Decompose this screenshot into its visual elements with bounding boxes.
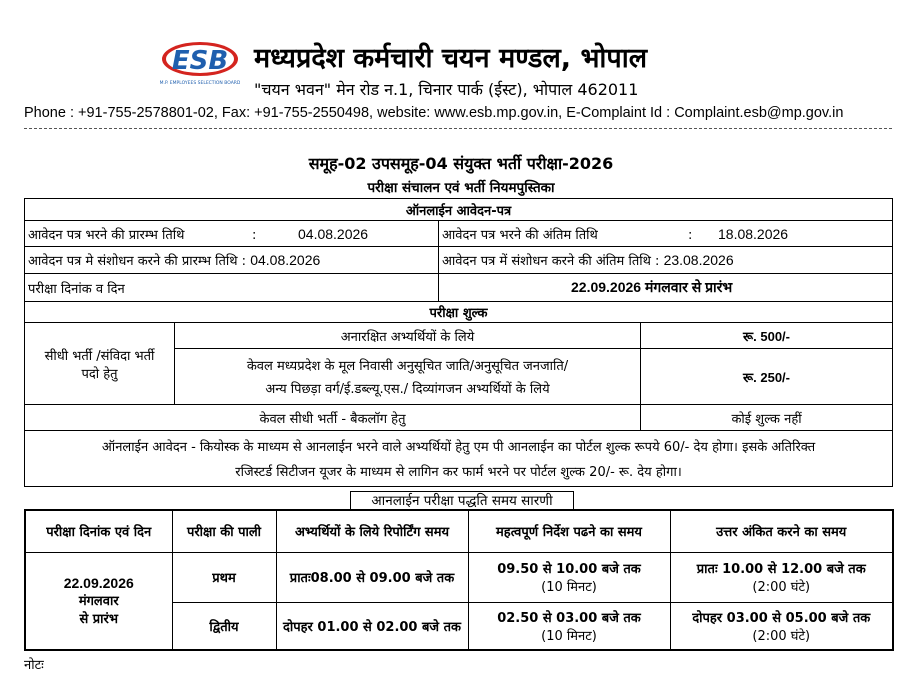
schedule-day: मंगलवार (78, 593, 119, 609)
schedule-header-date: परीक्षा दिनांक एवं दिन (25, 510, 172, 552)
fee-reserved-amount: रू. 250/- (641, 349, 893, 405)
schedule-reporting-2: दोपहर 01.00 से 02.00 बजे तक (276, 602, 468, 650)
footer-partial-text: नोटः (24, 658, 44, 673)
fee-reserved-label (175, 349, 641, 405)
portal-fee-note-line2: रजिस्टर्ड सिटीजन यूजर के माध्यम से लागिन कर फार्म भरने पर पोर्टल शुल्क 20/- रू. देय होगा। (235, 465, 682, 480)
schedule-shift-2: द्वितीय (172, 602, 276, 650)
portal-fee-note-line1: ऑनलाईन आवेदन - कियोस्क के माध्यम से आनलाईन भरने वाले अभ्यर्थियों हेतु एम पी आनलाईन का पोर्टल शुल्क रूपये 60/- देय होगा। इसके अतिरिक्त (101, 440, 816, 455)
contact-line: Phone : +91-755-2578801-02, Fax: +91-755-2550498, website: www.esb.mp.gov.in, E-Complaint Id : Complaint.esb@mp.gov.in (24, 105, 844, 121)
org-title: मध्यप्रदेश कर्मचारी चयन मण्डल, भोपाल (254, 43, 648, 74)
fees-section-title: परीक्षा शुल्क (25, 302, 893, 323)
fee-backlog-label: केवल सीधी भर्ती - बैकलॉग हेतु (25, 405, 641, 431)
schedule-answer-2 (670, 602, 893, 650)
org-address: "चयन भवन" मेन रोड न.1, चिनार पार्क (ईस्ट), भोपाल 462011 (254, 80, 639, 99)
end-date-cell (439, 221, 893, 247)
schedule-instructions-1 (468, 552, 670, 602)
logo-tagline: M.P. EMPLOYEES SELECTION BOARD (160, 81, 240, 86)
schedule-start-note: से प्रारंभ (79, 611, 119, 627)
schedule-table (24, 509, 894, 651)
start-date-sep: : (252, 227, 257, 243)
portal-fee-note (25, 431, 893, 487)
edit-end-cell (439, 247, 893, 274)
exam-date-label: परीक्षा दिनांक व दिन (25, 274, 439, 302)
logo-text: ESB (171, 46, 229, 76)
fee-general-label: अनारक्षित अभ्यर्थियों के लिये (175, 323, 641, 349)
schedule-date-cell (25, 552, 172, 650)
exam-subtitle: परीक्षा संचालन एवं भर्ती नियमपुस्तिका (367, 180, 555, 196)
edit-end-label: आवेदन पत्र में संशोधन करने की अंतिम तिथि : (442, 254, 660, 269)
schedule-answer-time-2: दोपहर 03.00 से 05.00 बजे तक (692, 610, 871, 626)
edit-end-value: 23.08.2026 (663, 252, 734, 268)
schedule-header-reporting: अभ्यर्थियों के लिये रिपोर्टिंग समय (276, 510, 468, 552)
schedule-instructions-2 (468, 602, 670, 650)
end-date-label: आवेदन पत्र भरने की अंतिम तिथि (442, 227, 598, 243)
schedule-answer-duration-2: (2:00 घंटे) (752, 628, 811, 644)
start-date-value: 04.08.2026 (298, 225, 369, 242)
fee-general-amount: रू. 500/- (641, 323, 893, 349)
exam-date-value-cell (439, 274, 893, 302)
fee-reserved-line2: अन्य पिछड़ा वर्ग/ई.डब्ल्यू.एस./ दिव्यांगजन अभ्यर्थियों के लिये (265, 382, 550, 397)
schedule-header-shift: परीक्षा की पाली (172, 510, 276, 552)
schedule-instructions-duration-2: (10 मिनट) (541, 628, 597, 644)
esb-logo (160, 40, 240, 88)
schedule-instructions-time-2: 02.50 से 03.00 बजे तक (497, 610, 641, 626)
end-date-sep: : (688, 227, 693, 243)
end-date-value: 18.08.2026 (718, 225, 789, 242)
schedule-instructions-duration-1: (10 मिनट) (541, 580, 597, 595)
start-date-label: आवेदन पत्र भरने की प्रारम्भ तिथि (28, 227, 185, 243)
schedule-answer-1 (670, 552, 893, 602)
separator-line (24, 128, 892, 129)
edit-start-value: 04.08.2026 (250, 252, 321, 268)
schedule-header-instructions: महत्वपूर्ण निर्देश पढने का समय (468, 510, 670, 552)
fee-category-label: सीधी भर्ती /संविदा भर्ती पदो हेतु (25, 323, 175, 405)
edit-start-cell (25, 247, 439, 274)
schedule-shift-1: प्रथम (172, 552, 276, 602)
schedule-instructions-time-1: 09.50 से 10.00 बजे तक (497, 562, 641, 577)
fee-backlog-amount: कोई शुल्क नहीं (641, 405, 893, 431)
schedule-answer-duration-1: (2:00 घंटे) (752, 580, 811, 595)
schedule-header-answer: उत्तर अंकित करने का समय (670, 510, 893, 552)
edit-start-label: आवेदन पत्र मे संशोधन करने की प्रारम्भ तिथि : (28, 254, 247, 269)
exam-date-value: 22.09.2026 मंगलवार से प्रारंभ (571, 279, 733, 295)
application-section-title: ऑनलाईन आवेदन-पत्र (25, 199, 893, 221)
exam-title: समूह-02 उपसमूह-04 संयुक्त भर्ती परीक्षा-2026 (308, 154, 614, 173)
schedule-caption: आनलाईन परीक्षा पद्धति समय सारणी (350, 491, 574, 510)
schedule-reporting-1: प्रातः08.00 से 09.00 बजे तक (276, 552, 468, 602)
application-info-table (24, 198, 893, 487)
start-date-cell (25, 221, 439, 247)
fee-reserved-line1: केवल मध्यप्रदेश के मूल निवासी अनुसूचित जाति/अनुसूचित जनजाति/ (246, 359, 569, 374)
schedule-answer-time-1: प्रातः 10.00 से 12.00 बजे तक (696, 562, 866, 577)
schedule-date: 22.09.2026 (63, 574, 134, 591)
